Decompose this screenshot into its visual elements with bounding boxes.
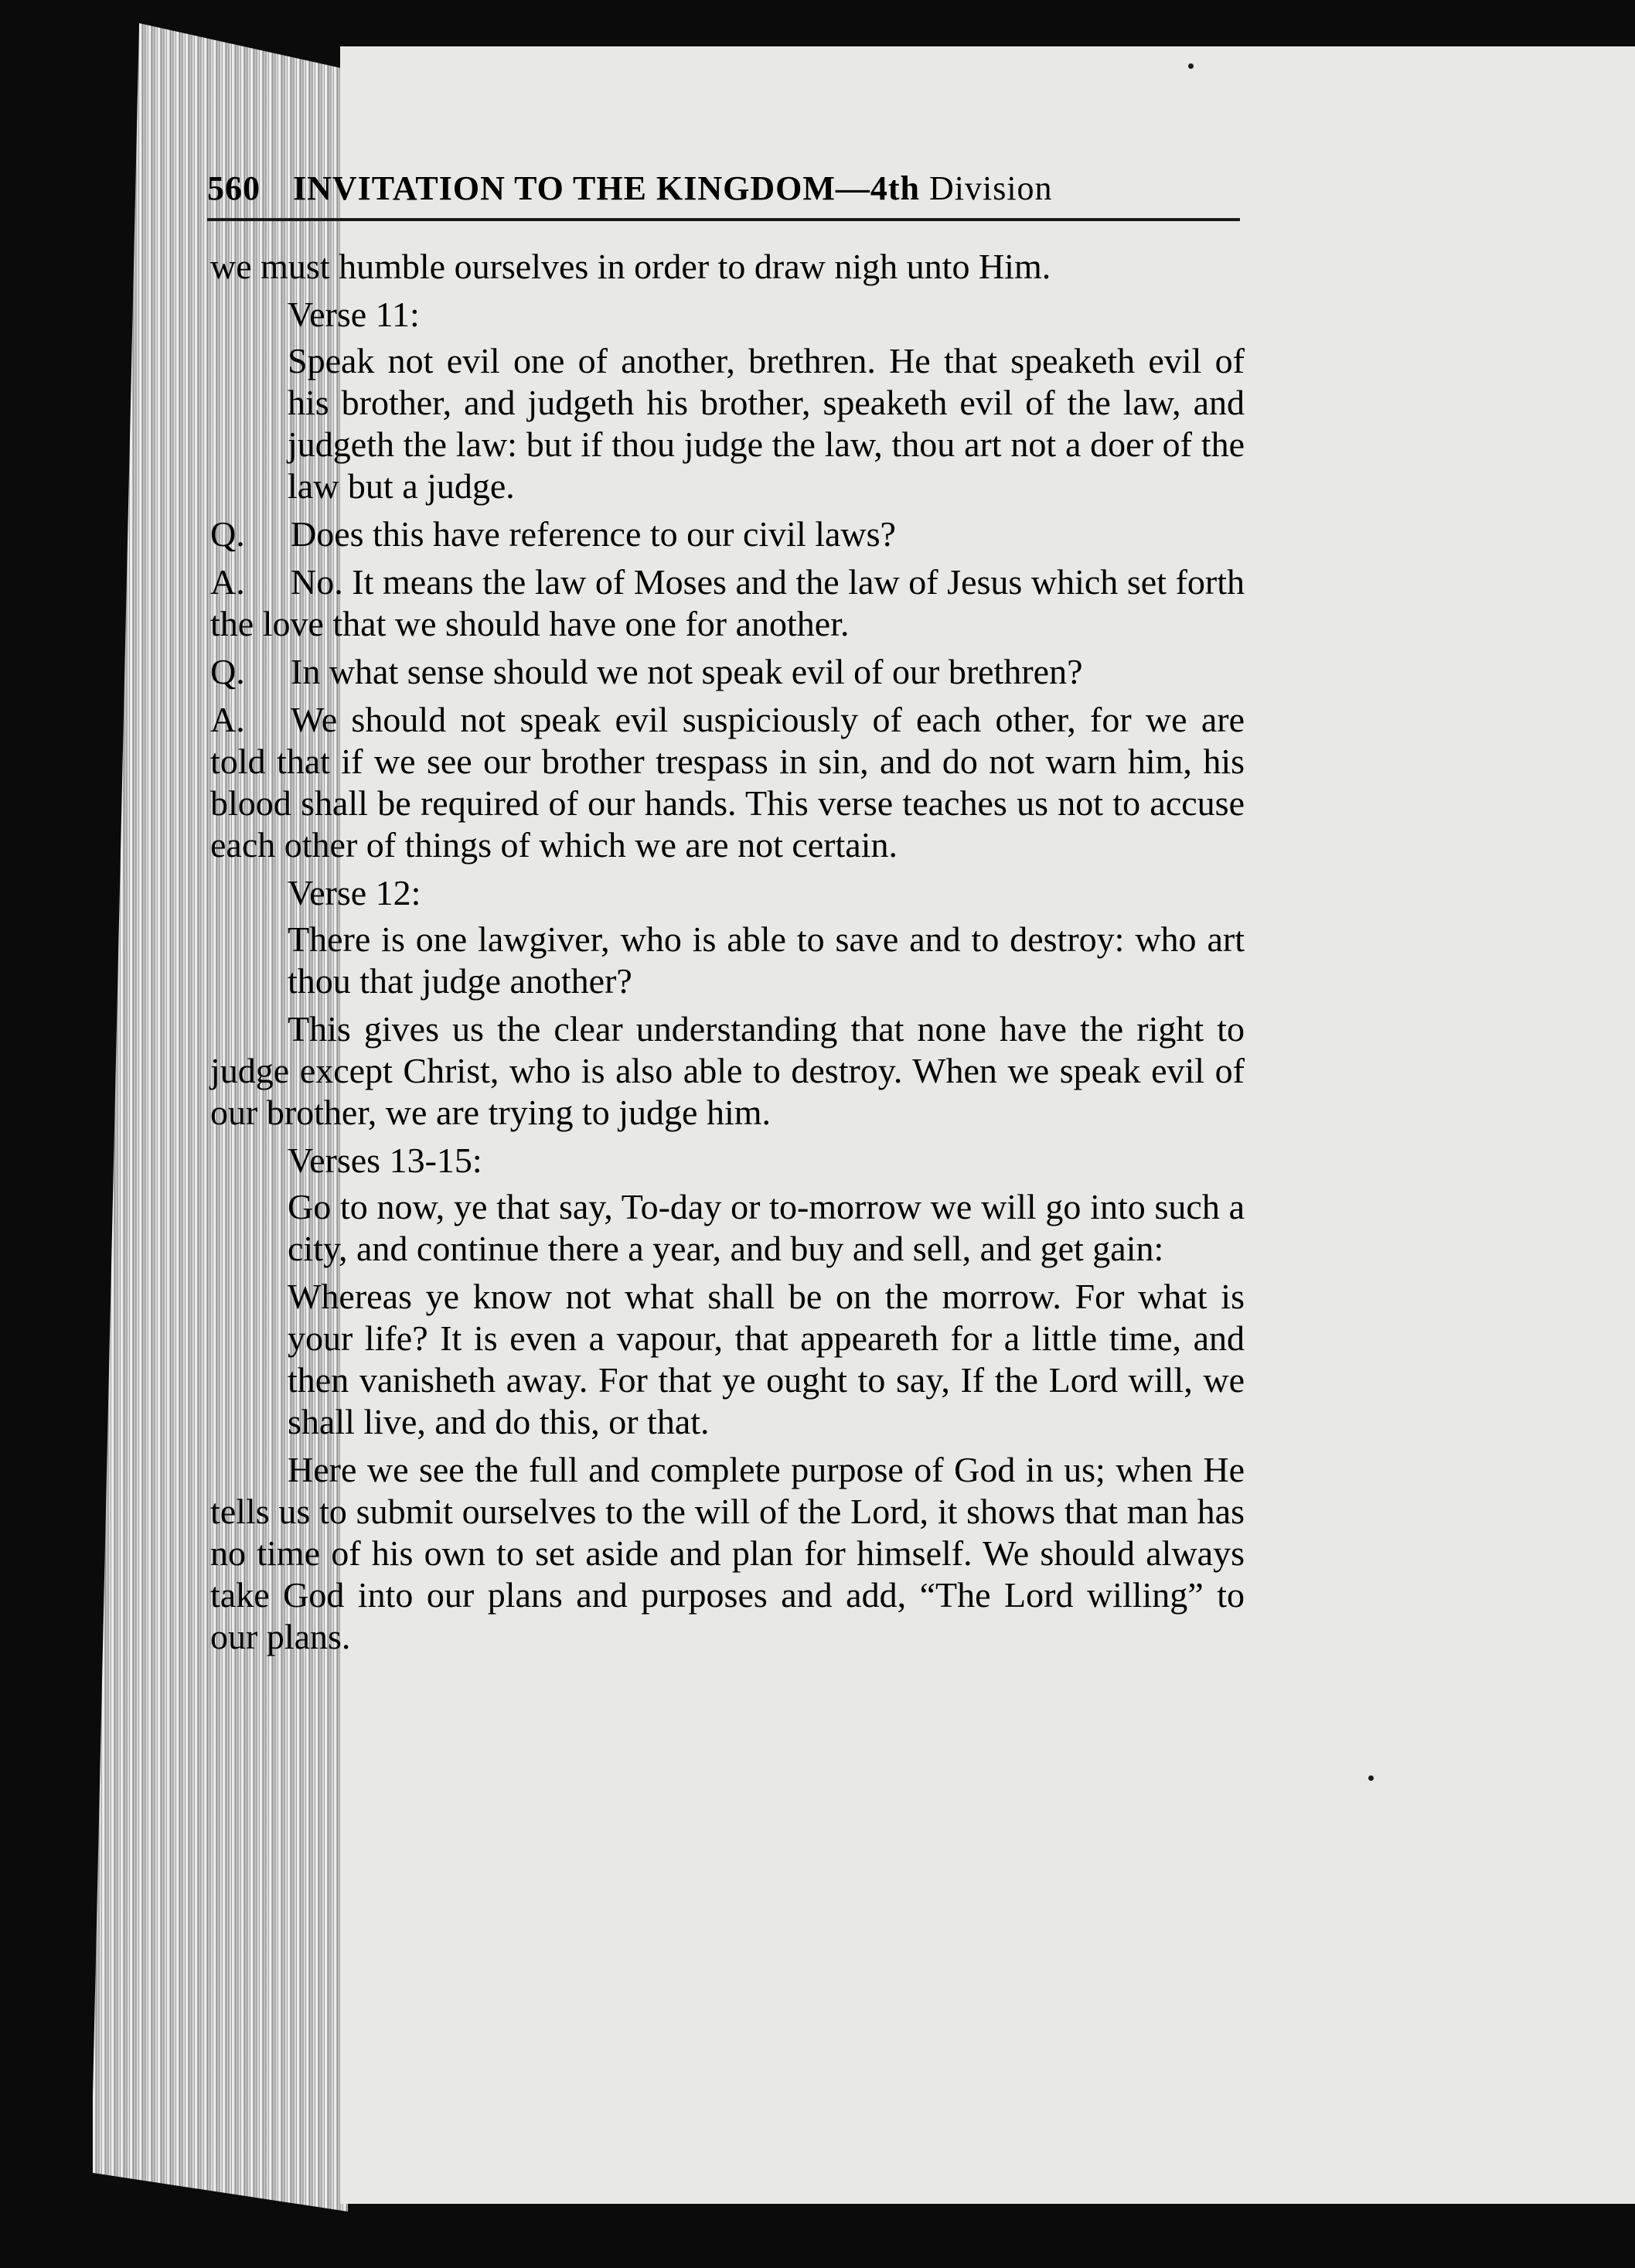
answer (210, 561, 1245, 645)
answer-text: We should not speak evil suspiciously of each other, for we are told that if we see our brother trespass in sin, and do not warn him, his blood shall be required of our hands. This verse teaches us not to accuse each other of things of which we are not certain. (210, 700, 1245, 865)
answer-text: No. It means the law of Moses and the law of Jesus which set forth the love that we should have one for another. (210, 562, 1245, 643)
paragraph: Here we see the full and complete purpose of God in us; when He tells us to submit ourselves to the will of the Lord, it shows that man has no time of his own to set aside and plan for himself. We should always take God into our plans and purposes and add, “The Lord willing” to our plans. (210, 1450, 1245, 1656)
answer (210, 699, 1245, 866)
paragraph: we must humble ourselves in order to draw nigh unto Him. (210, 247, 1051, 286)
body-text (210, 246, 1245, 1664)
question-marker: Q. (210, 514, 245, 554)
question (210, 513, 1245, 555)
paragraph: This gives us the clear understanding that none have the right to judge except Christ, who is also able to destroy. When we speak evil of our brother, we are trying to judge him. (210, 1009, 1245, 1132)
verse-label: Verses 13-15: (288, 1141, 482, 1180)
question (210, 651, 1245, 693)
ink-speck (1188, 63, 1194, 69)
verse-label: Verse 11: (288, 295, 420, 334)
ink-speck (1368, 1775, 1374, 1781)
answer-marker: A. (210, 562, 245, 602)
question-text: Does this have reference to our civil laws? (291, 514, 896, 554)
page-number: 560 (207, 169, 261, 207)
answer-marker: A. (210, 700, 245, 739)
verse-label: Verse 12: (288, 873, 421, 912)
scripture-quote: Whereas ye know not what shall be on the morrow. For what is your life? It is even a vapour, that appeareth for a little time, and then vanisheth away. For that ye ought to say, If the Lord will, we shall live, and do this, or that. (288, 1277, 1245, 1441)
header-title: INVITATION TO THE KINGDOM—4th (293, 169, 920, 207)
scripture-quote: Speak not evil one of another, brethren. He that speaketh evil of his brother, and judgeth his brother, speaketh evil of the law, and judgeth the law: but if thou judge the law, thou art not a doer of the law but a judge. (288, 341, 1245, 506)
question-text: In what sense should we not speak evil of our brethren? (291, 652, 1083, 691)
running-header (207, 169, 1580, 208)
header-rule (207, 218, 1240, 221)
question-marker: Q. (210, 652, 245, 691)
scripture-quote: Go to now, ye that say, To-day or to-morrow we will go into such a city, and continue there a year, and buy and sell, and get gain: (288, 1187, 1245, 1268)
scripture-quote: There is one lawgiver, who is able to save and to destroy: who art thou that judge another? (288, 919, 1245, 1001)
header-division: Division (928, 169, 1053, 207)
